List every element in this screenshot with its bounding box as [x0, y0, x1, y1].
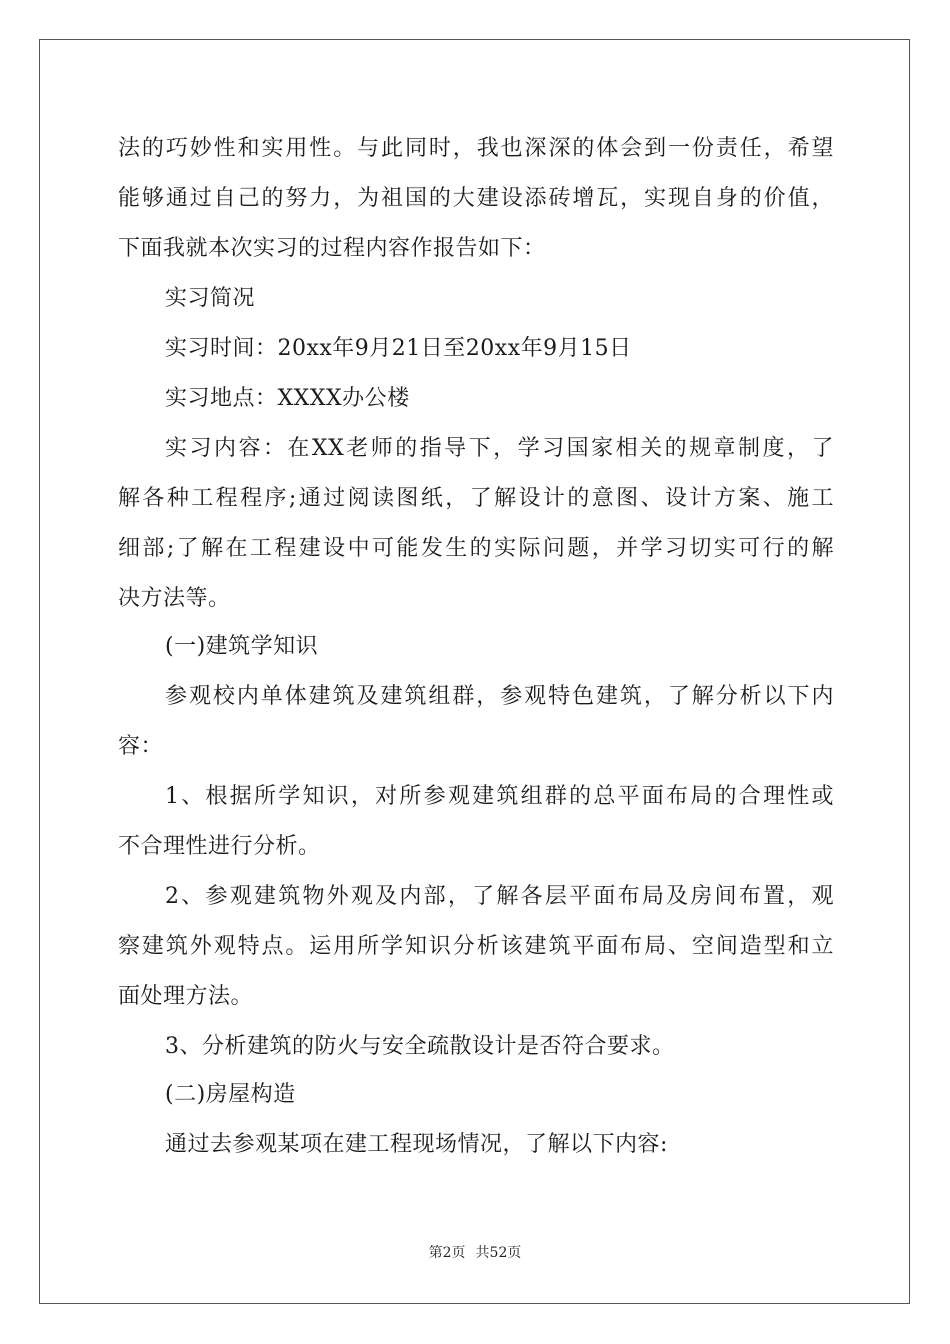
text-line: 细部;了解在工程建设中可能发生的实际问题，并学习切实可行的解: [118, 536, 834, 561]
section-heading: (一)建筑学知识: [165, 634, 319, 659]
text-line: 不合理性进行分析。: [118, 834, 321, 859]
text-line: 实习时间：20xx年9月21日至20xx年9月15日: [165, 336, 632, 361]
page-total: 共52页: [475, 1245, 522, 1261]
section-heading: (二)房屋构造: [165, 1082, 296, 1107]
section-heading: 实习简况: [165, 286, 256, 311]
page-footer: [0, 1243, 950, 1263]
list-item: 2、参观建筑物外观及内部，了解各层平面布局及房间布置，观: [165, 884, 834, 909]
list-item: 3、分析建筑的防火与安全疏散设计是否符合要求。: [165, 1034, 675, 1059]
text-line: 解各种工程程序;通过阅读图纸，了解设计的意图、设计方案、施工: [118, 486, 834, 511]
list-item: 1、根据所学知识，对所参观建筑组群的总平面布局的合理性或: [165, 784, 834, 809]
text-line: 下面我就本次实习的过程内容作报告如下：: [118, 236, 546, 261]
text-line: 实习地点：XXXX办公楼: [165, 386, 410, 411]
text-line: 察建筑外观特点。运用所学知识分析该建筑平面布局、空间造型和立: [118, 934, 834, 959]
text-line: 能够通过自己的努力，为祖国的大建设添砖增瓦，实现自身的价值，: [118, 186, 834, 211]
text-line: 参观校内单体建筑及建筑组群，参观特色建筑，了解分析以下内: [165, 684, 834, 709]
text-line: 面处理方法。: [118, 984, 254, 1009]
text-line: 决方法等。: [118, 586, 231, 611]
page-number: 第2页: [428, 1245, 466, 1261]
text-line: 实习内容：在XX老师的指导下，学习国家相关的规章制度，了: [165, 436, 834, 461]
text-line: 法的巧妙性和实用性。与此同时，我也深深的体会到一份责任，希望: [118, 136, 834, 161]
text-line: 容：: [118, 734, 164, 759]
text-line: 通过去参观某项在建工程现场情况，了解以下内容:: [165, 1132, 668, 1157]
